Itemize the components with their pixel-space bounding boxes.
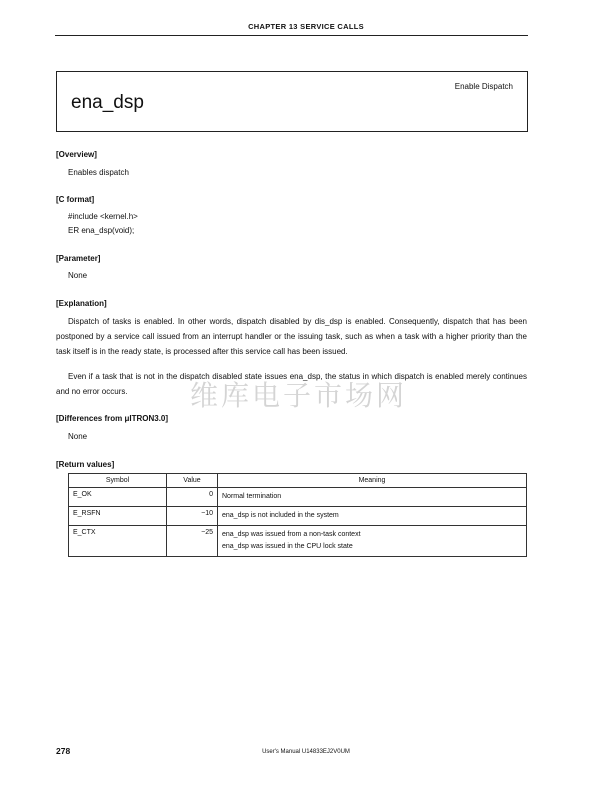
explanation-paragraph: Even if a task that is not in the dispatch disabled state issues ena_dsp, the status in which dispatch is enabled merely continues and no error occurs. — [56, 372, 527, 396]
overview-heading: [Overview] — [56, 150, 97, 159]
explanation-heading: [Explanation] — [56, 299, 107, 308]
chapter-header: CHAPTER 13 SERVICE CALLS — [248, 22, 364, 31]
parameter-heading: [Parameter] — [56, 254, 101, 263]
symbol-cell: E_RSFN — [69, 507, 167, 526]
overview-text: Enables dispatch — [68, 168, 129, 177]
value-cell: 0 — [167, 488, 218, 507]
title-subtitle: Enable Dispatch — [454, 82, 513, 91]
parameter-text: None — [68, 271, 88, 280]
value-cell: −25 — [167, 526, 218, 557]
column-header-symbol: Symbol — [69, 474, 167, 488]
symbol-cell: E_OK — [69, 488, 167, 507]
page-title: ena_dsp — [71, 92, 144, 113]
table-header-row — [69, 474, 527, 488]
c-format-line: ER ena_dsp(void); — [68, 226, 135, 235]
differences-text: None — [68, 432, 88, 441]
differences-heading: [Differences from μITRON3.0] — [56, 414, 169, 423]
page-number: 278 — [56, 746, 71, 756]
return-values-table — [68, 473, 527, 557]
watermark: 维库电子市场网 — [190, 379, 408, 412]
explanation-paragraph: Dispatch of tasks is enabled. In other words, dispatch disabled by dis_dsp is enabled. Consequently, dispatch that has been postponed by a service call issued from an interrupt handler or the issuing task, such as when a task with a higher priority than the task itself is in the ready state, is processed after this service call has been issued. — [56, 317, 527, 356]
meaning-line: Normal termination — [222, 493, 282, 500]
meaning-line: ena_dsp was issued from a non-task context — [222, 531, 361, 538]
meaning-cell — [218, 488, 527, 507]
column-header-value: Value — [167, 474, 218, 488]
title-box — [56, 71, 528, 132]
column-header-meaning: Meaning — [218, 474, 527, 488]
manual-footer: User's Manual U14833EJ2V0UM — [262, 749, 350, 755]
table-row — [69, 526, 527, 557]
c-format-heading: [C format] — [56, 195, 95, 204]
meaning-line: ena_dsp is not included in the system — [222, 512, 339, 519]
return-values-heading: [Return values] — [56, 460, 115, 469]
value-cell: −10 — [167, 507, 218, 526]
meaning-line: ena_dsp was issued in the CPU lock state — [222, 543, 353, 550]
table-row — [69, 488, 527, 507]
meaning-cell — [218, 526, 527, 557]
symbol-cell: E_CTX — [69, 526, 167, 557]
table-row — [69, 507, 527, 526]
header-rule — [55, 35, 528, 36]
c-format-line: #include <kernel.h> — [68, 212, 138, 221]
meaning-cell — [218, 507, 527, 526]
